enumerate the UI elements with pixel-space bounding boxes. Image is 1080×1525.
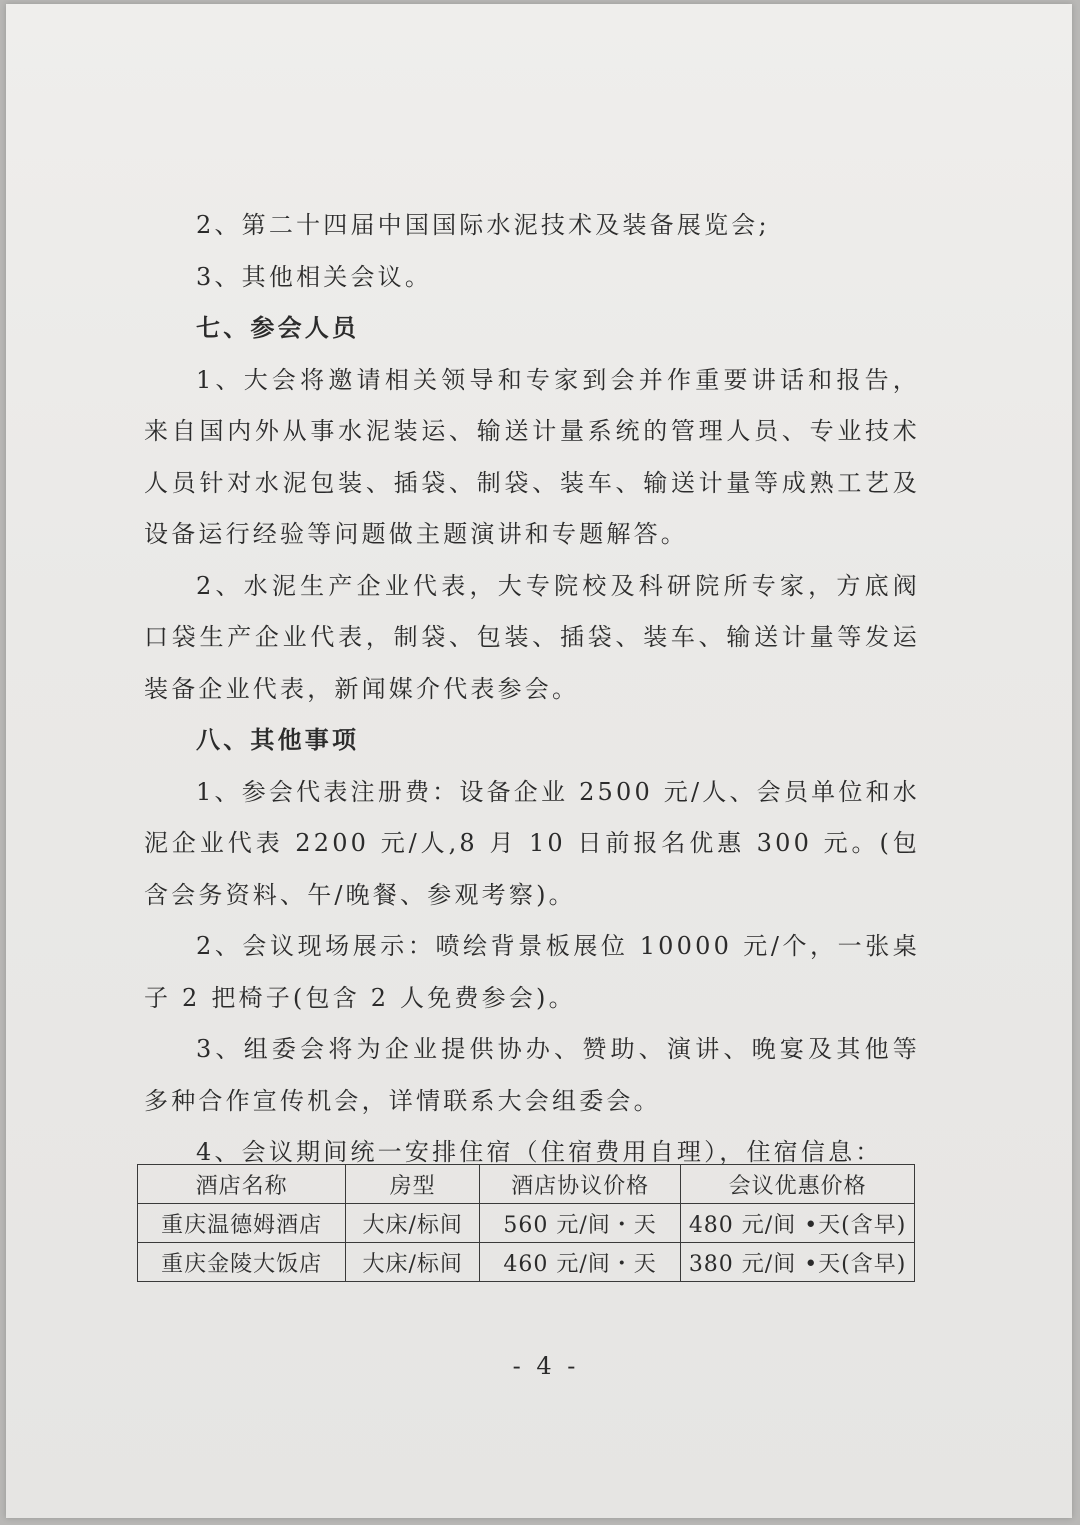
table-cell: 460 元/间・天 (479, 1243, 680, 1282)
table-cell: 480 元/间 •天(含早) (681, 1204, 915, 1243)
table-cell: 重庆温德姆酒店 (138, 1204, 346, 1243)
section-heading-other-matters: 八、其他事项 (196, 726, 360, 754)
paragraph-exhibition: 2、第二十四届中国国际水泥技术及装备展览会; (196, 211, 770, 239)
section-heading-attendees: 七、参会人员 (196, 314, 360, 342)
paragraph-sponsorship: 3、组委会将为企业提供协办、赞助、演讲、晚宴及其他等多种合作宣传机会，详情联系大会组委会。 (144, 1035, 920, 1115)
table-header-cell: 会议优惠价格 (681, 1165, 915, 1204)
paragraph-onsite-display: 2、会议现场展示：喷绘背景板展位 10000 元/个，一张桌子 2 把椅子(包含 2 人免费参会)。 (144, 932, 920, 1012)
table-header-row (138, 1165, 915, 1204)
document-body (144, 200, 920, 1179)
paragraph-accommodation: 4、会议期间统一安排住宿（住宿费用自理），住宿信息： (196, 1138, 883, 1166)
table-cell: 560 元/间・天 (479, 1204, 680, 1243)
table-cell: 大床/标间 (346, 1204, 480, 1243)
table-row (138, 1204, 915, 1243)
table-cell: 380 元/间 •天(含早) (681, 1243, 915, 1282)
table-cell: 大床/标间 (346, 1243, 480, 1282)
table-header-cell: 酒店协议价格 (479, 1165, 680, 1204)
table-header-cell: 房型 (346, 1165, 480, 1204)
paragraph-attendees-1: 1、大会将邀请相关领导和专家到会并作重要讲话和报告，来自国内外从事水泥装运、输送计量系统的管理人员、专业技术人员针对水泥包装、插袋、制袋、装车、输送计量等成熟工艺及设备运行经验等问题做主题演讲和专题解答。 (144, 365, 920, 548)
page-number: - 4 - (512, 1352, 580, 1380)
hotel-table (137, 1164, 915, 1282)
table-cell: 重庆金陵大饭店 (138, 1243, 346, 1282)
table-row (138, 1243, 915, 1282)
document-page (6, 4, 1072, 1518)
paragraph-other-meetings: 3、其他相关会议。 (196, 262, 433, 291)
table-header-cell: 酒店名称 (138, 1165, 346, 1204)
paragraph-registration-fee: 1、参会代表注册费：设备企业 2500 元/人、会员单位和水泥企业代表 2200 元/人,8 月 10 日前报名优惠 300 元。(包含会务资料、午/晚餐、参观考察)。 (144, 777, 920, 909)
paragraph-attendees-2: 2、水泥生产企业代表，大专院校及科研院所专家，方底阀口袋生产企业代表，制袋、包装、插袋、装车、输送计量等发运装备企业代表，新闻媒介代表参会。 (144, 571, 920, 703)
